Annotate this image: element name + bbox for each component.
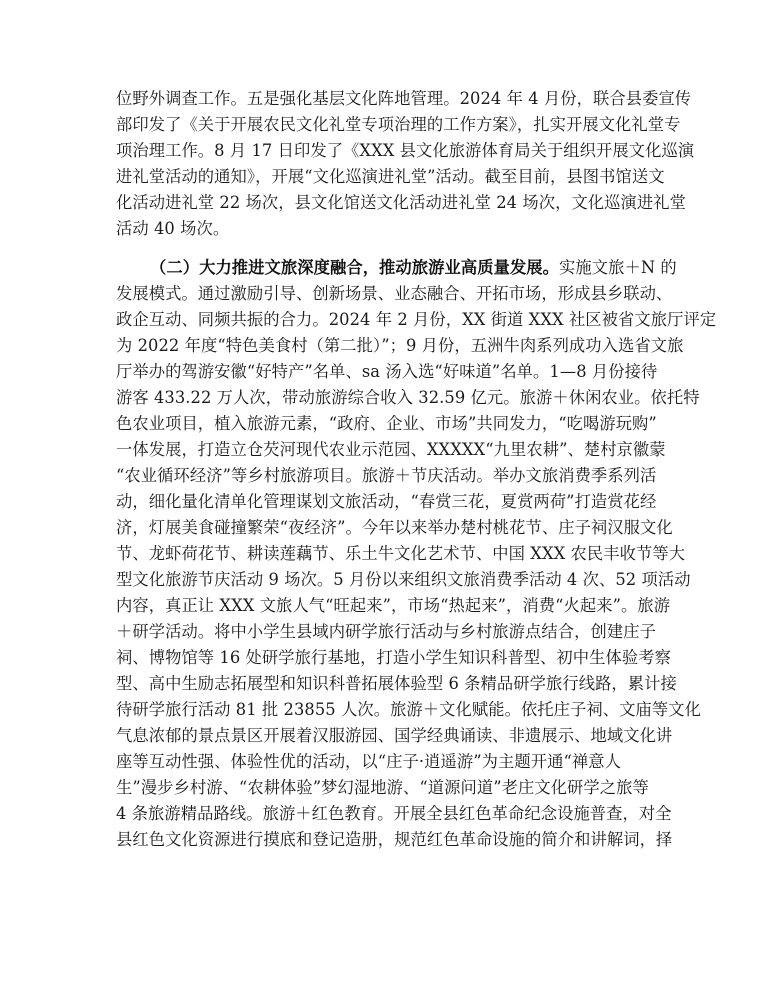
text-line: 位野外调查工作。五是强化基层文化阵地管理。2024 年 4 月份，联合县委宣传 (116, 89, 692, 108)
text-line: 节、龙虾荷花节、耕读莲藕节、乐土牛文化艺术节、中国 XXX 农民丰收节等大 (116, 544, 686, 563)
text-line: 内容，真正让 XXX 文旅人气“旺起来”，市场“热起来”，消费“火起来”。旅游 (116, 596, 671, 615)
text-line: 型、高中生励志拓展型和知识科普拓展体验型 6 条精品研学旅行线路，累计接 (116, 674, 677, 693)
text-line: 发展模式。通过激励引导、创新场景、业态融合、开拓市场，形成县乡联动、 (116, 284, 673, 303)
text-line: 县红色文化资源进行摸底和登记造册，规范红色革命设施的简介和讲解词，择 (116, 830, 673, 849)
text-line: 化活动进礼堂 22 场次，县文化馆送文化活动进礼堂 24 场次，文化巡演进礼堂 (116, 193, 686, 212)
text-line: 游客 433.22 万人次，带动旅游综合收入 32.59 亿元。旅游＋休闲农业。依托特 (116, 388, 700, 407)
text-line: 色农业项目，植入旅游元素，“政府、企业、市场”共同发力，“吃喝游玩购” (116, 414, 657, 433)
section-heading: （二）大力推进文旅深度融合，推动旅游业高质量发展。 (150, 258, 560, 277)
text-line: 座等互动性强、体验性优的活动，以“庄子·逍遥游”为主题开通“禅意人 (116, 752, 621, 771)
text-line: 型文化旅游节庆活动 9 场次。5 月份以来组织文旅消费季活动 4 次、52 项活动 (116, 570, 691, 589)
text-line: 动，细化量化清单化管理谋划文旅活动，“春赏三花，夏赏两荷”打造赏花经 (116, 492, 657, 511)
text-line: 政企互动、同频共振的合力。2024 年 2 月份，XX 街道 XXX 社区被省文旅厅评定 (116, 310, 717, 329)
text-line: 待研学旅行活动 81 批 23855 人次。旅游＋文化赋能。依托庄子祠、文庙等文化 (116, 700, 701, 719)
text-line: 部印发了《关于开展农民文化礼堂专项治理的工作方案》，扎实开展文化礼堂专 (116, 115, 681, 134)
text-line: 祠、博物馆等 16 处研学旅行基地，打造小学生知识科普型、初中生体验考察 (116, 648, 671, 667)
text-line: 为 2022 年度“特色美食村（第二批）”；9 月份，五洲牛肉系列成功入选省文旅 (116, 336, 684, 355)
text-line: 项治理工作。8 月 17 日印发了《XXX 县文化旅游体育局关于组织开展文化巡演 (116, 141, 695, 160)
text-line: 一体发展，打造立仓芡河现代农业示范园、XXXXX“九里农耕”、楚村京徽蒙 (116, 440, 666, 459)
text-line: 活动 40 场次。 (116, 219, 230, 238)
text-line: 气息浓郁的景点景区开展着汉服游园、国学经典诵读、非遗展示、地域文化讲 (116, 726, 673, 745)
section-heading-line (116, 255, 677, 281)
text-line: 进礼堂活动的通知》，开展“文化巡演进礼堂”活动。截至目前，县图书馆送文 (116, 167, 665, 186)
text-line: “农业循环经济”等乡村旅游项目。旅游＋节庆活动。举办文旅消费季系列活 (116, 466, 657, 485)
text-line: 济，灯展美食碰撞繁荣“夜经济”。今年以来举办楚村桃花节、庄子祠汉服文化 (116, 518, 673, 537)
text-line: ＋研学活动。将中小学生县域内研学旅行活动与乡村旅游点结合，创建庄子 (116, 622, 656, 641)
text-line: 生”漫步乡村游、“农耕体验”梦幻湿地游、“道源问道”老庄文化研学之旅等 (116, 778, 649, 797)
text-line: 4 条旅游精品路线。旅游＋红色教育。开展全县红色革命纪念设施普查，对全 (116, 804, 672, 823)
heading-tail-text: 实施文旅＋N 的 (559, 258, 677, 277)
text-line: 厅举办的驾游安徽“好特产”名单、sa 汤入选“好味道”名单。1—8 月份接待 (116, 362, 658, 381)
